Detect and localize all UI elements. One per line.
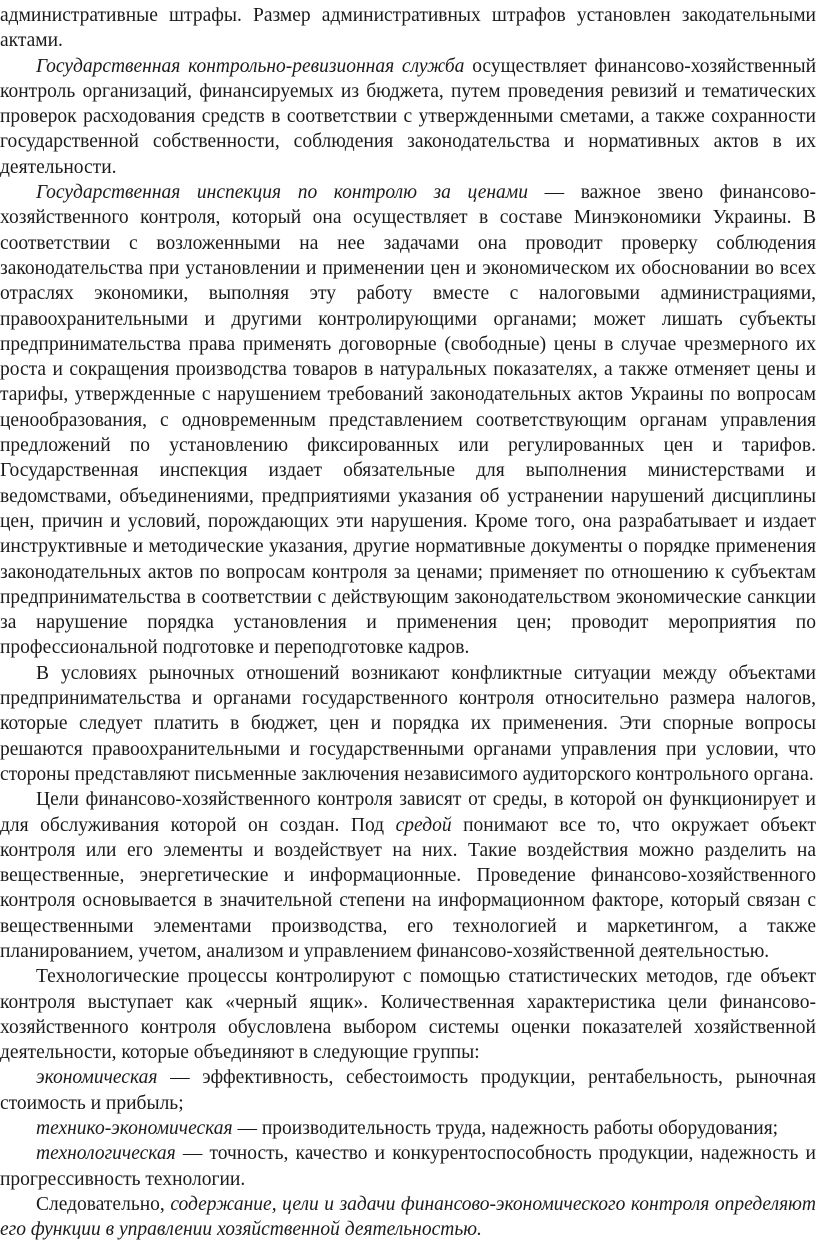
text-run: Технологические процессы контролируют с помощью статистических методов, где объект контроля выступает как «черный ящик». Количественная характеристика цели финансово-хозяйственного контроля обусловлена выбором системы оценки показателей хозяйственной деятельности, которые объединяют в следующие группы: [0,966,816,1064]
text-run: — эффективность, себестоимость продукции, рентабельность, рыночная стоимость и прибыль; [0,1067,816,1114]
italic-term: Государственная инспекция по контролю за ценами [36,182,528,204]
text-run: осуществляет финансово-хозяйственный контроль организаций, финансируемых из бюджета, путем проведения ревизий и тематических проверок расходования средств в соответствии с утвержденными сметами, а также сохранности государственной собственности, соблюдения законодательства и нормативных актов в их деятельности. [0,55,816,178]
paragraph-technological-processes [0,964,816,1065]
text-run: В условиях рыночных отношений возникают конфликтные ситуации между объектами предпринимательства и органами государственного контроля относительно размера налогов, которые следует платить в бюджет, цен и порядка их применения. Эти спорные вопросы решаются правоохранительными и государственными органами управления при условии, что стороны представляют письменные заключения независимого аудиторского контрольного органа. [0,662,816,785]
italic-term: содержание, цели и задачи финансово-экономического контроля определяют его функции в управлении хозяйственной деятельностью. [0,1193,816,1241]
italic-term: экономическая [36,1067,158,1089]
text-run: административные штрафы. Размер административных штрафов установлен закодательными актами. [0,5,816,52]
text-run: — производительность труда, надежность работы оборудования; [232,1118,779,1140]
paragraph-market-conflicts [0,661,816,787]
paragraph-control-revision-service [0,54,816,180]
text-run: — важное звено финансово-хозяйственного контроля, который она осуществляет в составе Минэкономики Украины. В соответствии с возложенными на нее задачами она проводит проверку соблюдения законодательства при установлении и применении цен и экономическом их обосновании во всех отраслях экономики, выполняя эту работу вместе с налоговыми администрациями, правоохранительными и другими контролирующими органами; может лишать субъекты предпринимательства права применять договорные (свободные) цены в случае чрезмерного их роста и сокращения производства товаров в натуральных показателях, а также отменяет цены и тарифы, утвержденные с нарушением требований законодательных актов Украины по вопросам ценообразования, с одновременным представлением соответствующим органам управления предложений по установлению фиксированных или регулированных цен и тарифов. Государственная инспекция издает обязательные для выполнения министерствами и ведомствами, объединениями, предприятиями указания об устранении нарушений дисциплины цен, причин и условий, порождающих эти нарушения. Кроме того, она разрабатывает и издает инструктивные и методические указания, другие нормативные документы о порядке применения законодательных актов по вопросам контроля за ценами; применяет по отношению к субъектам предпринимательства в соответствии с действующим законодательством экономические санкции за нарушение порядка установления и применения цен; проводит мероприятия по профессиональной подготовке и переподготовке кадров. [0,182,816,659]
paragraph-conclusion [0,1192,816,1243]
list-item-technological [0,1141,816,1192]
text-run: понимают все то, что окружает объект контроля или его элементы и воздействует на них. Такие воздействия можно разделить на вещественные, энергетические и информационные. Проведение финансово-хозяйственного контроля основывается в значительной степени на информационном факторе, который связан с вещественными элементами производства, его технологией и маркетингом, а также планированием, учетом, анализом и управлением финансово-хозяйственной деятельностью. [0,814,816,962]
italic-term: средой [395,814,452,836]
italic-term: технико-экономическая [36,1118,233,1140]
list-item-economic [0,1065,816,1116]
paragraph-control-goals-environment [0,787,816,964]
paragraph-fines-continuation [0,3,816,54]
paragraph-price-inspection [0,180,816,661]
text-run: — точность, качество и конкурентоспособность продукции, надежность и прогрессивность технологии. [0,1143,816,1190]
text-run: Следовательно, [36,1193,171,1215]
italic-term: технологическая [36,1143,176,1165]
list-item-technical-economic [0,1116,816,1141]
italic-term: Государственная контрольно-ревизионная служба [36,55,465,77]
text-run: Цели финансово-хозяйственного контроля зависят от среды, в которой он функционирует и для обслуживания которой он создан. Под [0,789,816,836]
